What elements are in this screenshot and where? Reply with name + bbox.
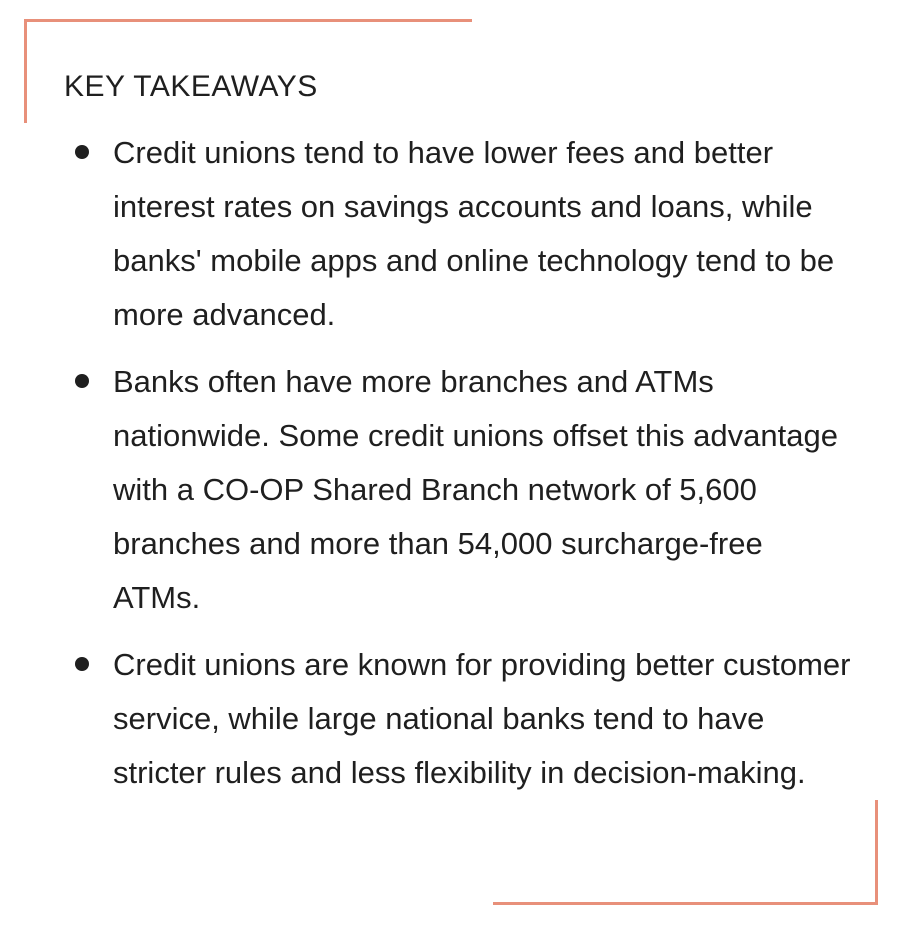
bullet-icon xyxy=(75,145,89,159)
takeaway-text: Credit unions are known for providing better customer service, while large national banks tend to have stricter rules and less flexibility in decision-making. xyxy=(113,647,851,790)
key-takeaways-heading: KEY TAKEAWAYS xyxy=(64,70,318,103)
takeaway-item xyxy=(113,355,853,625)
takeaway-item xyxy=(113,126,853,342)
bottom-right-corner-border xyxy=(493,800,878,905)
bullet-icon xyxy=(75,374,89,388)
takeaway-item xyxy=(113,638,853,800)
bullet-icon xyxy=(75,657,89,671)
takeaways-list xyxy=(113,126,853,813)
takeaway-text: Banks often have more branches and ATMs nationwide. Some credit unions offset this advantage with a CO-OP Shared Branch network of 5,600 branches and more than 54,000 surcharge-free ATMs. xyxy=(113,364,838,615)
takeaway-text: Credit unions tend to have lower fees and better interest rates on savings accounts and loans, while banks' mobile apps and online technology tend to be more advanced. xyxy=(113,135,835,332)
